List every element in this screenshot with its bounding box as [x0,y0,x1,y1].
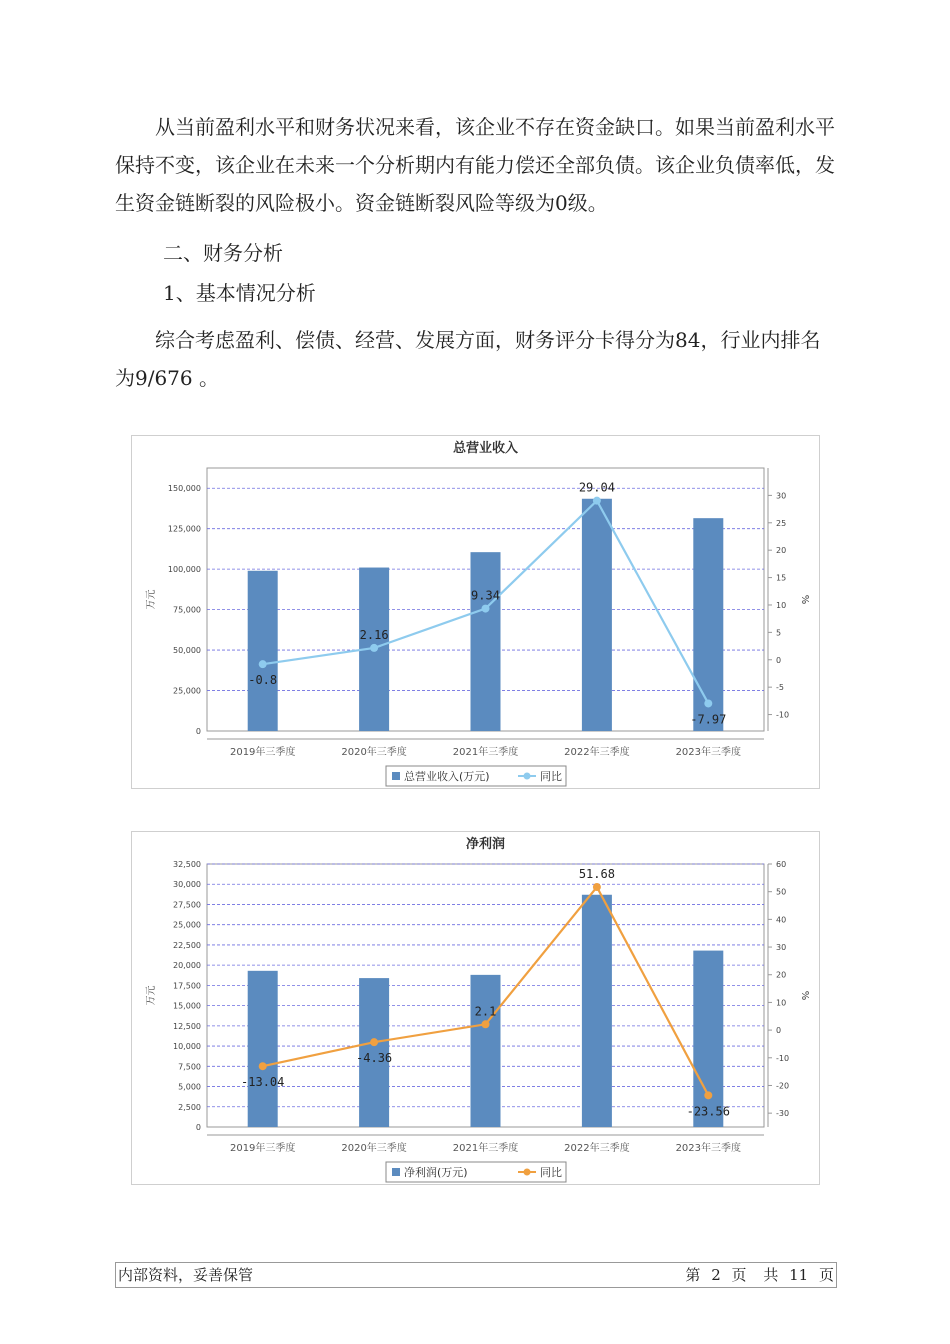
yoy-point [593,883,601,891]
revenue-chart [131,435,820,789]
x-tick-label: 2022年三季度 [564,1143,630,1154]
bar [693,951,723,1127]
yoy-point [593,497,601,505]
x-tick-label: 2021年三季度 [452,747,519,758]
y2-tick-label: 25 [776,518,787,528]
y-tick-label: 100,000 [167,565,201,575]
y-tick-label: 32,500 [173,860,201,869]
data-label: -7.97 [690,712,727,727]
y-tick-label: 12,500 [173,1021,201,1031]
y2-tick-label: 20 [776,546,787,556]
y-tick-label: 25,000 [173,920,201,930]
legend-bar-swatch [392,1168,400,1176]
y2-tick-label: 15 [776,573,787,583]
yoy-point [370,1038,378,1046]
y-tick-label: 30,000 [173,880,201,890]
data-label: -4.36 [356,1051,393,1066]
data-label: -13.04 [241,1075,285,1090]
y-axis-label: 万元 [146,589,157,610]
bar [693,518,723,731]
y-tick-label: 25,000 [173,686,201,696]
y-tick-label: 17,500 [173,981,201,991]
y2-tick-label: 30 [776,943,787,953]
y2-tick-label: -20 [776,1081,790,1091]
data-label: 51.68 [578,867,615,882]
y-tick-label: 27,500 [173,900,201,910]
data-label: 2.1 [474,1004,497,1019]
subsection-heading: 1、基本情况分析 [163,281,316,305]
y2-tick-label: 20 [776,970,787,980]
y-tick-label: 7,500 [178,1062,201,1072]
yoy-point [259,1062,267,1070]
page-unit: 页 [731,1266,747,1284]
y2-axis-label: % [799,990,810,1001]
data-label: 2.16 [359,627,389,642]
page-number [679,1263,834,1287]
page-prefix: 第 [685,1266,701,1284]
y2-tick-label: -10 [776,710,790,720]
confidential-note: 内部资料，妥善保管 [118,1266,254,1284]
data-label: 9.34 [471,588,500,603]
y-tick-label: 10,000 [173,1042,201,1052]
page-num: 2 [711,1266,721,1284]
y2-tick-label: 10 [776,600,787,610]
y-tick-label: 5,000 [178,1082,201,1092]
y2-tick-label: 30 [776,491,787,501]
x-tick-label: 2019年三季度 [229,747,296,758]
yoy-point [259,660,267,668]
total-prefix: 共 [763,1266,779,1284]
yoy-point [704,1091,712,1099]
x-tick-label: 2020年三季度 [341,1143,407,1154]
bar [471,552,501,731]
legend-bar-label: 净利润(万元) [404,1166,468,1179]
page-footer [115,1262,837,1288]
y2-tick-label: 0 [776,1026,782,1036]
legend-bar-label: 总营业收入(万元) [404,770,490,783]
y2-axis-label: % [799,594,810,605]
y2-tick-label: 40 [776,915,787,925]
data-label: -0.8 [248,673,278,688]
bar [582,895,612,1127]
y-tick-label: 125,000 [167,524,201,534]
x-tick-label: 2021年三季度 [452,1143,519,1154]
data-label: 29.04 [578,480,615,495]
bar [248,971,278,1127]
net-profit-chart [131,831,820,1185]
chart-title: 总营业收入 [452,441,519,456]
yoy-point [704,699,712,707]
y-tick-label: 15,000 [173,1001,201,1011]
legend-line-label: 同比 [540,1166,562,1179]
x-tick-label: 2023年三季度 [675,747,742,758]
yoy-point [370,644,378,652]
bar [582,499,612,731]
y2-tick-label: -5 [776,683,784,693]
y-tick-label: 0 [195,727,201,736]
yoy-point [482,605,490,613]
legend-line-marker [524,773,531,780]
y2-tick-label: 10 [776,998,787,1008]
y-tick-label: 0 [195,1123,201,1132]
yoy-point [482,1020,490,1028]
x-tick-label: 2022年三季度 [564,747,630,758]
y-tick-label: 2,500 [178,1102,201,1112]
section-heading: 二、财务分析 [163,241,283,265]
legend-line-marker [524,1169,531,1176]
y-tick-label: 22,500 [173,940,201,950]
legend-line-label: 同比 [540,770,562,783]
x-tick-label: 2019年三季度 [229,1143,296,1154]
chart-title: 净利润 [465,837,506,852]
bar [248,571,278,731]
bar [471,975,501,1127]
y2-tick-label: 60 [776,860,787,869]
y2-tick-label: 50 [776,887,787,897]
y-tick-label: 20,000 [173,961,201,971]
legend-bar-swatch [392,772,400,780]
y2-tick-label: 0 [776,655,782,665]
y-tick-label: 75,000 [173,605,201,615]
y-tick-label: 50,000 [173,646,201,656]
y-tick-label: 150,000 [167,484,201,494]
revenue-chart-svg [132,436,819,788]
y2-tick-label: -10 [776,1053,790,1063]
total-num: 11 [789,1266,809,1284]
x-tick-label: 2020年三季度 [341,747,407,758]
y-axis-label: 万元 [146,985,157,1006]
y2-tick-label: -30 [776,1109,790,1119]
total-unit: 页 [818,1266,834,1284]
risk-summary-paragraph: 从当前盈利水平和财务状况来看，该企业不存在资金缺口。如果当前盈利水平保持不变，该企业在未来一个分析期内有能力偿还全部负债。该企业负债率低，发生资金链断裂的风险极小。资金链断裂风险等级为0级。 [115,115,835,215]
net-profit-chart-svg [132,832,819,1184]
data-label: -23.56 [686,1104,730,1119]
y2-tick-label: 5 [776,628,782,638]
score-paragraph: 综合考虑盈利、偿债、经营、发展方面，财务评分卡得分为84，行业内排名为9/676 。 [115,328,821,390]
x-tick-label: 2023年三季度 [675,1143,742,1154]
